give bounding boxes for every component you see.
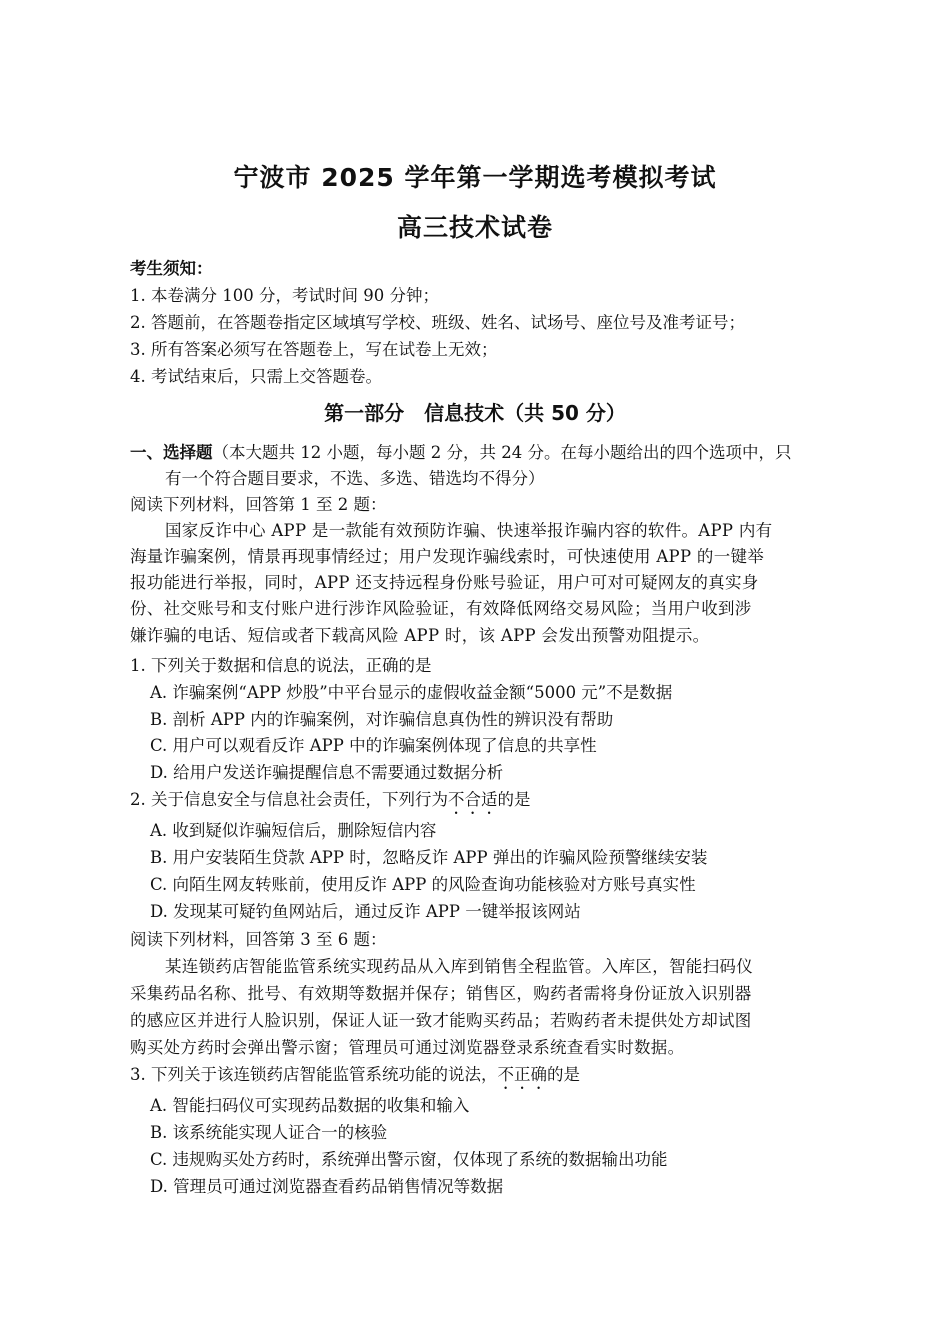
section-label: 一、选择题 xyxy=(130,443,213,462)
material-line: 购买处方药时会弹出警示窗；管理员可通过浏览器登录系统查看实时数据。 xyxy=(130,1038,685,1057)
question-stem xyxy=(130,789,531,818)
answer-option: A. 智能扫码仪可实现药品数据的收集和输入 xyxy=(150,1096,470,1115)
section-desc: （本大题共 12 小题，每小题 2 分，共 24 分。在每小题给出的四个选项中，只 xyxy=(212,443,792,462)
emphasized-word: 不合适 xyxy=(448,790,498,809)
material-line: 海量诈骗案例，情景再现事情经过；用户发现诈骗线索时，可快速使用 APP 的一键举 xyxy=(130,547,765,566)
material-intro: 阅读下列材料，回答第 3 至 6 题： xyxy=(130,930,387,949)
stem-text: 2. 关于信息安全与信息社会责任，下列行为 xyxy=(130,790,448,809)
answer-option: D. 给用户发送诈骗提醒信息不需要通过数据分析 xyxy=(150,763,504,782)
notice-item: 4. 考试结束后，只需上交答题卷。 xyxy=(130,367,382,386)
answer-option: C. 违规购买处方药时，系统弹出警示窗，仅体现了系统的数据输出功能 xyxy=(150,1150,668,1169)
answer-option: B. 该系统能实现人证合一的核验 xyxy=(150,1123,388,1142)
stem-text: 的是 xyxy=(547,1065,580,1084)
material-line: 嫌诈骗的电话、短信或者下载高风险 APP 时，该 APP 会发出预警劝阻提示。 xyxy=(130,626,710,645)
answer-option: B. 剖析 APP 内的诈骗案例，对诈骗信息真伪性的辨识没有帮助 xyxy=(150,710,614,729)
question-stem xyxy=(130,1064,580,1093)
emphasized-word: 不正确 xyxy=(497,1065,547,1084)
section-desc-continued: 有一个符合题目要求，不选、多选、错选均不得分） xyxy=(165,469,545,488)
answer-option: C. 向陌生网友转账前，使用反诈 APP 的风险查询功能核验对方账号真实性 xyxy=(150,875,696,894)
material-line: 报功能进行举报，同时，APP 还支持远程身份账号验证，用户可对可疑网友的真实身 xyxy=(130,573,759,592)
notice-item: 2. 答题前，在答题卷指定区域填写学校、班级、姓名、试场号、座位号及准考证号； xyxy=(130,313,745,332)
answer-option: D. 管理员可通过浏览器查看药品销售情况等数据 xyxy=(150,1177,504,1196)
answer-option: A. 收到疑似诈骗短信后，删除短信内容 xyxy=(150,821,437,840)
section-instructions xyxy=(130,442,791,464)
material-line: 国家反诈中心 APP 是一款能有效预防诈骗、快速举报诈骗内容的软件。APP 内有 xyxy=(165,521,773,540)
material-line: 采集药品名称、批号、有效期等数据并保存；销售区，购药者需将身份证放入识别器 xyxy=(130,984,752,1003)
answer-option: C. 用户可以观看反诈 APP 中的诈骗案例体现了信息的共享性 xyxy=(150,736,597,755)
notice-heading: 考生须知： xyxy=(130,259,213,278)
material-intro: 阅读下列材料，回答第 1 至 2 题： xyxy=(130,495,387,514)
stem-text: 的是 xyxy=(497,790,531,809)
material-line: 的感应区并进行人脸识别，保证人证一致才能购买药品；若购药者未提供处方却试图 xyxy=(130,1011,752,1030)
exam-subtitle: 高三技术试卷 xyxy=(396,213,553,242)
material-line: 某连锁药店智能监管系统实现药品从入库到销售全程监管。入库区，智能扫码仪 xyxy=(165,957,753,976)
stem-text: 3. 下列关于该连锁药店智能监管系统功能的说法， xyxy=(130,1065,498,1084)
material-line: 份、社交账号和支付账户进行涉诈风险验证，有效降低网络交易风险；当用户收到涉 xyxy=(130,599,752,618)
answer-option: D. 发现某可疑钓鱼网站后，通过反诈 APP 一键举报该网站 xyxy=(150,902,581,921)
answer-option: B. 用户安装陌生贷款 APP 时，忽略反诈 APP 弹出的诈骗风险预警继续安装 xyxy=(150,848,708,867)
exam-title: 宁波市 2025 学年第一学期选考模拟考试 xyxy=(233,163,717,192)
question-stem: 1. 下列关于数据和信息的说法，正确的是 xyxy=(130,656,432,675)
part1-heading: 第一部分 信息技术（共 50 分） xyxy=(324,401,626,425)
notice-item: 1. 本卷满分 100 分，考试时间 90 分钟； xyxy=(130,286,439,305)
notice-item: 3. 所有答案必须写在答题卷上，写在试卷上无效； xyxy=(130,340,498,359)
answer-option: A. 诈骗案例“APP 炒股”中平台显示的虚假收益金额“5000 元”不是数据 xyxy=(150,683,673,702)
